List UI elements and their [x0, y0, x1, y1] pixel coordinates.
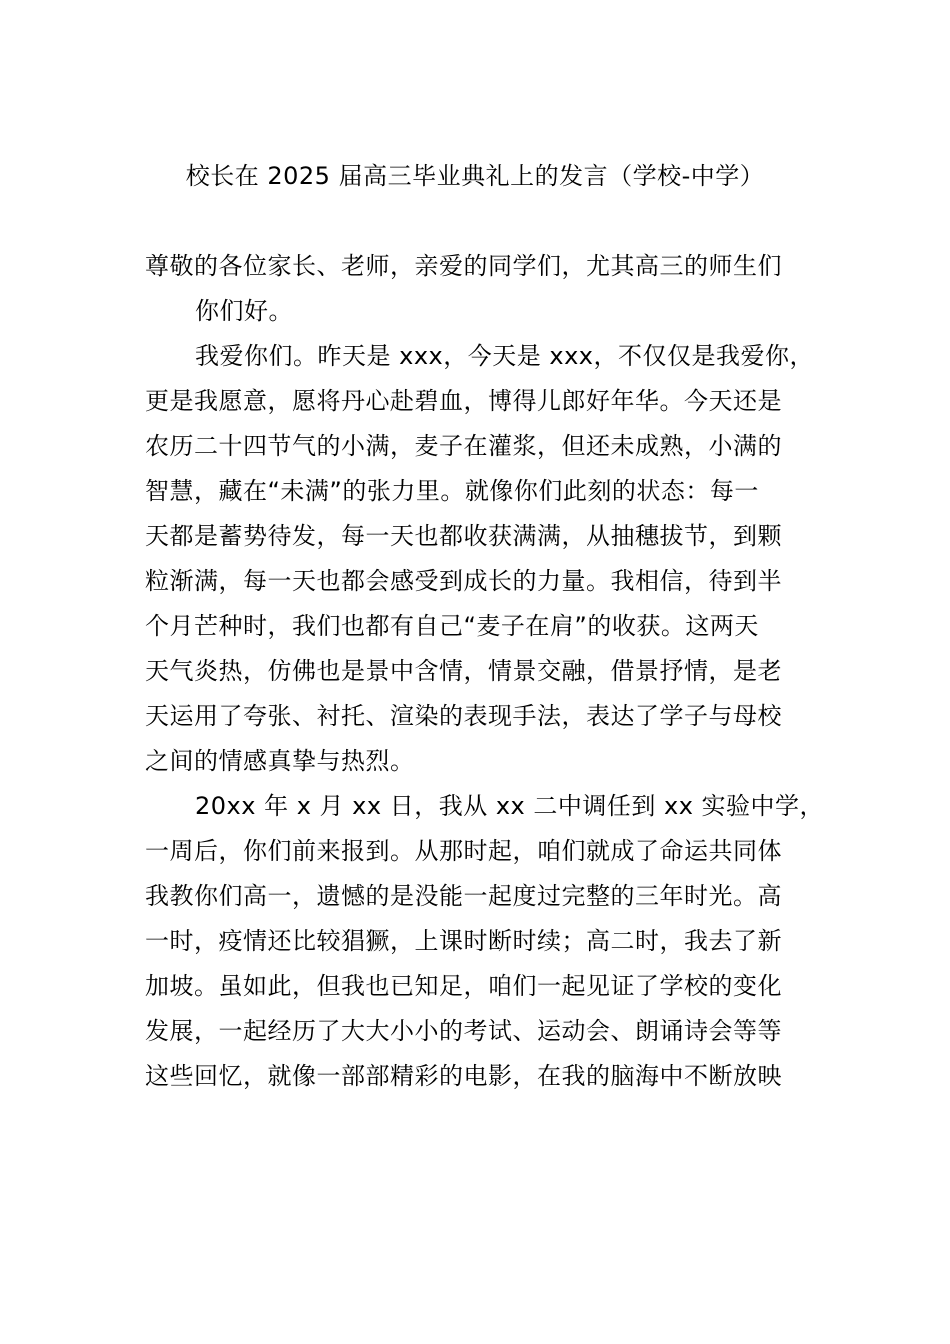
body-line: 尊敬的各位家长、老师，亲爱的同学们，尤其高三的师生们 — [145, 252, 782, 280]
body-line: 天运用了夸张、衬托、渲染的表现手法，表达了学子与母校 — [145, 702, 782, 730]
body-line: 个月芒种时，我们也都有自己“麦子在肩”的收获。这两天 — [145, 612, 759, 640]
body-line: 20xx 年 x 月 xx 日，我从 xx 二中调任到 xx 实验中学， — [195, 792, 825, 820]
body-line: 天都是蓄势待发，每一天也都收获满满，从抽穗拔节，到颗 — [145, 522, 782, 550]
body-line: 粒渐满，每一天也都会感受到成长的力量。我相信，待到半 — [145, 567, 782, 595]
body-line: 农历二十四节气的小满，麦子在灌浆，但还未成熟，小满的 — [145, 432, 782, 460]
body-line: 这些回忆，就像一部部精彩的电影，在我的脑海中不断放映 — [145, 1062, 782, 1090]
body-line: 你们好。 — [195, 297, 293, 325]
body-line: 一周后，你们前来报到。从那时起，咱们就成了命运共同体 — [145, 837, 782, 865]
body-line: 加坡。虽如此，但我也已知足，咱们一起见证了学校的变化 — [145, 972, 782, 1000]
document-title: 校长在 2025 届高三毕业典礼上的发言（学校-中学） — [185, 162, 765, 190]
body-line: 我教你们高一，遗憾的是没能一起度过完整的三年时光。高 — [145, 882, 782, 910]
body-line: 智慧，藏在“未满”的张力里。就像你们此刻的状态：每一 — [145, 477, 759, 505]
body-line: 发展，一起经历了大大小小的考试、运动会、朗诵诗会等等 — [145, 1017, 782, 1045]
body-line: 我爱你们。昨天是 xxx，今天是 xxx，不仅仅是我爱你， — [195, 342, 814, 370]
body-line: 一时，疫情还比较猖獗，上课时断时续；高二时，我去了新 — [145, 927, 782, 955]
body-line: 更是我愿意，愿将丹心赴碧血，博得儿郎好年华。今天还是 — [145, 387, 782, 415]
body-line: 之间的情感真挚与热烈。 — [145, 747, 415, 775]
body-line: 天气炎热，仿佛也是景中含情，情景交融，借景抒情，是老 — [145, 657, 782, 685]
